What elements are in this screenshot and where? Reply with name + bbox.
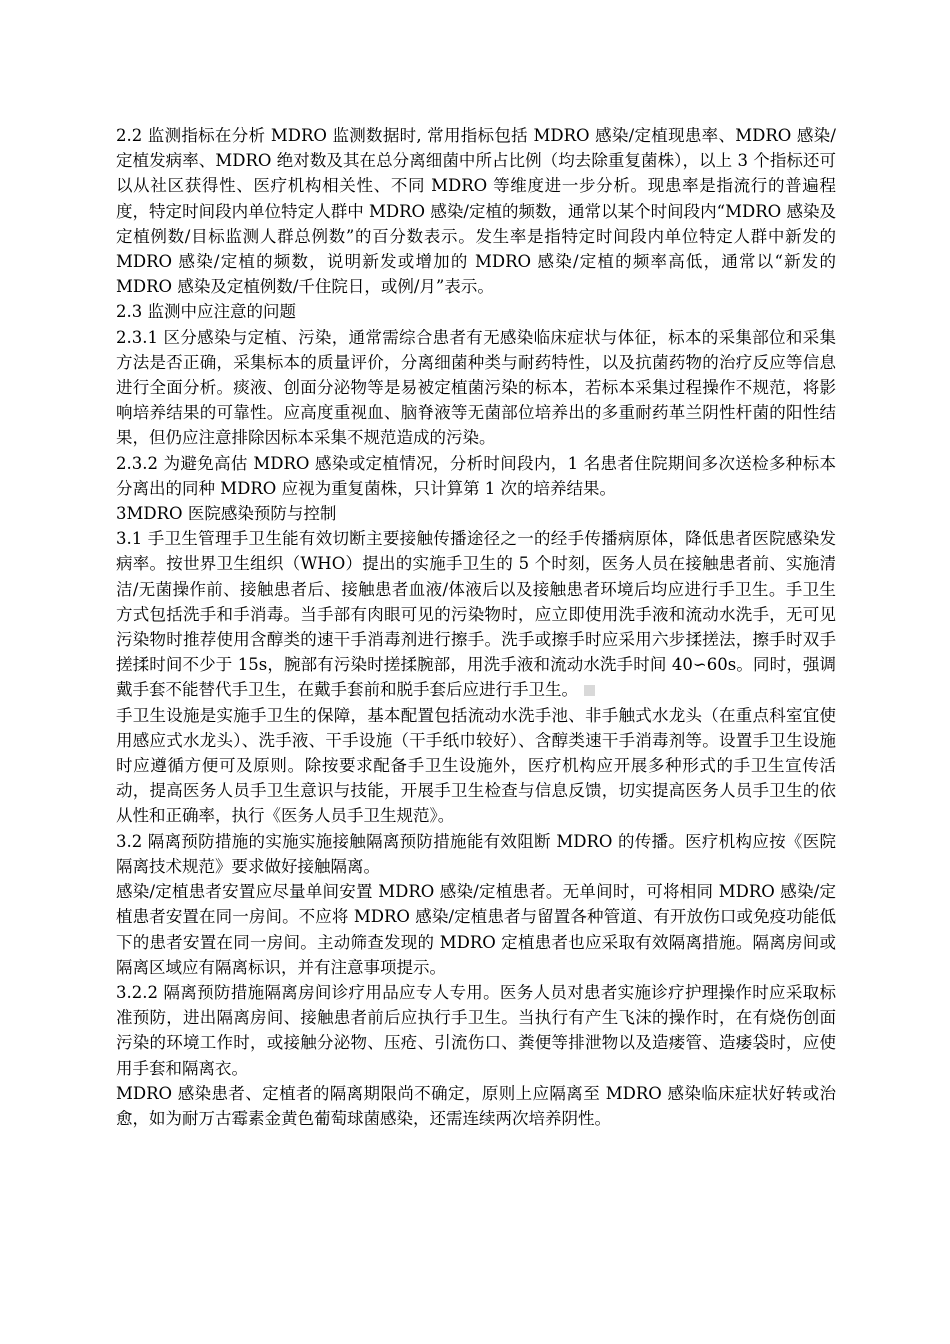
paragraph-2-3-1-infection-vs-colonization: 2.3.1 区分感染与定植、污染，通常需综合患者有无感染临床症状与体征，标本的采集部位和采集方法是否正确，采集标本的质量评价，分离细菌种类与耐药特性，以及抗菌药物的治疗反应等信息进行全面分析。痰液、创面分泌物等是易被定植菌污染的标本，若标本采集过程操作不规范，将影响培养结果的可靠性。应高度重视血、脑脊液等无菌部位培养出的多重耐药革兰阴性杆菌的阳性结果，但仍应注意排除因标本采集不规范造成的污染。 [116, 327, 836, 448]
paragraph-2-3-2-duplicate-strains: 2.3.2 为避免高估 MDRO 感染或定植情况，分析时间段内，1 名患者住院期间多次送检多种标本分离出的同种 MDRO 应视为重复菌株，只计算第 1 次的培养结果。 [116, 453, 836, 498]
paragraph-3-1-hand-hygiene [116, 526, 836, 702]
paragraph-3-2-2-isolation-precautions: 3.2.2 隔离预防措施隔离房间诊疗用品应专人专用。医务人员对患者实施诊疗护理操作时应采取标准预防，进出隔离房间、接触患者前后应执行手卫生。当执行有产生飞沫的操作时，在有烧伤创面污染的环境工作时，或接触分泌物、压疮、引流伤口、粪便等排泄物以及造瘘管、造痿袋时，应使用手套和隔离衣。 [116, 982, 836, 1078]
paragraph-3-2-isolation-measures: 3.2 隔离预防措施的实施实施接触隔离预防措施能有效阻断 MDRO 的传播。医疗机构应按《医院隔离技术规范》要求做好接触隔离。 [116, 831, 836, 876]
paragraph-2-2-monitoring-indicators: 2.2 监测指标在分析 MDRO 监测数据时, 常用指标包括 MDRO 感染/定植现患率、MDRO 感染/定植发病率、MDRO 绝对数及其在总分离细菌中所占比例（均去除重复菌株），以上 3 个指标还可以从社区获得性、医疗机构相关性、不同 MDRO 等维度进一步分析。现患率是指流行的普遍程度，特定时间段内单位特定人群中 MDRO 感染/定植的频数，通常以某个时间段内“MDRO 感染及定植例数/目标监测人群总例数”的百分数表示。发生率是指特定时间段内单位特定人群中新发的 MDRO 感染/定植的频数，说明新发或增加的 MDRO 感染/定植的频率高低，通常以“新发的 MDRO 感染及定植例数/千住院日，或例/月”表示。 [116, 126, 836, 297]
paragraph-hand-hygiene-facilities: 手卫生设施是实施手卫生的保障，基本配置包括流动水洗手池、非手触式水龙头（在重点科室宜使用感应式水龙头）、洗手液、干手设施（干手纸巾较好）、含醇类速干手消毒剂等。设置手卫生设施时应遵循方便可及原则。除按要求配备手卫生设施外，医疗机构应开展多种形式的手卫生宣传活动，提高医务人员手卫生意识与技能，开展手卫生检查与信息反馈，切实提高医务人员手卫生的依从性和正确率，执行《医务人员手卫生规范》。 [116, 705, 836, 826]
heading-2-3-monitoring-issues: 2.3 监测中应注意的问题 [116, 302, 296, 322]
inline-marker-square [584, 685, 595, 696]
paragraph-patient-placement: 感染/定植患者安置应尽量单间安置 MDRO 感染/定植患者。无单间时，可将相同 MDRO 感染/定植患者安置在同一房间。不应将 MDRO 感染/定植患者与留置各种管道、有开放伤口或免疫功能低下的患者安置在同一房间。主动筛查发现的 MDRO 定植患者也应采取有效隔离措施。隔离房间或隔离区域应有隔离标识，并有注意事项提示。 [116, 882, 836, 977]
paragraph-isolation-period: MDRO 感染患者、定植者的隔离期限尚不确定，原则上应隔离至 MDRO 感染临床症状好转或治愈，如为耐万古霉素金黄色葡萄球菌感染，还需连续两次培养阴性。 [116, 1083, 836, 1128]
heading-3-prevention-control: 3MDRO 医院感染预防与控制 [116, 504, 337, 524]
paragraph-3-1-text: 3.1 手卫生管理手卫生能有效切断主要接触传播途径之一的经手传播病原体，降低患者医院感染发病率。按世界卫生组织（WHO）提出的实施手卫生的 5 个时刻，医务人员在接触患者前、实施清洁/无菌操作前、接触患者后、接触患者血液/体液后以及接触患者环境后均应进行手卫生。手卫生方式包括洗手和手消毒。当手部有肉眼可见的污染物时，应立即使用洗手液和流动水洗手，无可见污染物时推荐使用含醇类的速干手消毒剂进行擦手。洗手或擦手时应采用六步揉搓法，擦手时双手搓揉时间不少于 15s，腕部有污染时搓揉腕部，用洗手液和流动水洗手时间 40∽60s。同时，强调戴手套不能替代手卫生，在戴手套前和脱手套后应进行手卫生。 [116, 529, 836, 700]
document-body [116, 123, 836, 1131]
